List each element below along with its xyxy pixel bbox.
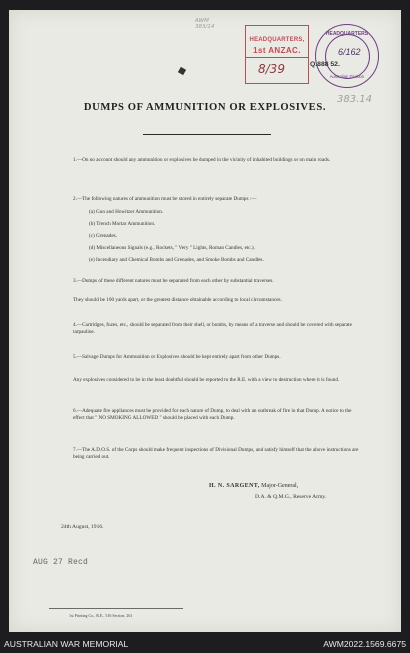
paragraph-2: 2.—The following natures of ammunition must be stored in entirely separate Dumps :— [73,196,257,202]
paragraph-3-continued: They should be 100 yards apart, or the greatest distance obtainable according to local circumstances. [73,297,282,303]
circle-stamp-bottom-text: Australian Division [329,74,365,79]
top-pencil-note: AWM 383/14 [195,18,215,30]
list-item-c: (c) Grenades. [89,233,117,239]
paragraph-4: 4.—Cartridges, fuzes, etc., should be separated from their shell, or bombs, by means of a traverse and should be covered with separate tarpauline. [73,322,352,336]
right-pencil-note: 383.14 [337,94,372,105]
paragraph-7: 7.—The A.D.O.S. of the Corps should make frequent inspections of Divisional Dumps, and satisfy himself that the above instructions are being carried out. [73,447,359,461]
hq-australian-division-stamp [315,24,379,88]
paragraph-6: 6.—Adequate fire appliances must be provided for each nature of Dump, to deal with an outbreak of fire in that Dump. A notice to the effect that " NO SMOKING ALLOWED " should be placed with each Dump. [73,408,352,422]
paragraph-5: 5.—Salvage Dumps for Ammunition or Explosives should be kept entirely apart from other Dumps. [73,354,281,360]
title-rule [143,134,271,135]
signature-rank: Major-General, [261,483,299,489]
list-item-e: (e) Incendiary and Chemical Bombs and Grenades, and Smoke Bombs and Candles. [89,257,264,263]
hq-1st-anzac-stamp [245,25,309,84]
q-reference-number: Q.888 52. [310,61,340,68]
circle-stamp-top-text: HEADQUARTERS [325,31,369,37]
paragraph-1: 1.—On no account should any ammunition or explosives be dumped in the vicinity of inhabited buildings or on main roads. [73,157,331,163]
footer-institution: AUSTRALIAN WAR MEMORIAL [4,639,129,649]
printer-imprint: 1st Printing Co., R.E., 516 Section. 261 [69,613,133,618]
document-title: DUMPS OF AMMUNITION OR EXPLOSIVES. [83,102,327,113]
stamp-handwritten-number: 8/39 [258,62,285,76]
footer-accession-number: AWM2022.1569.6675 [323,639,406,649]
stamp-divider [246,57,308,58]
archive-footer [0,634,410,653]
paragraph-5-continued: Any explosives considered to be in the least doubtful should be reported to the R.E. with a view to destruction where it is found. [73,377,340,383]
signature-role: D.A. & Q.M.G., Reserve Army. [255,494,327,500]
stamp-line-anzac: 1st ANZAC. [253,46,301,55]
stamp-line-headquarters: HEADQUARTERS, [249,37,305,43]
list-item-a: (a) Gun and Howitzer Ammunition. [89,209,164,215]
received-stamp: AUG 27 Recd [33,558,89,567]
circle-stamp-handwritten: 6/162 [338,47,361,57]
list-item-d: (d) Miscellaneous Signals (e.g., Rockets, " Very " Lights, Roman Candles, etc.). [89,245,255,251]
document-date: 24th August, 1916. [61,524,104,530]
signature-block [209,483,298,490]
signature-name: H. N. SARGENT, [209,483,260,489]
document-page [9,10,401,632]
paragraph-3: 3.—Dumps of these different natures must be separated from each other by substantial traverses. [73,278,274,284]
ink-mark [178,67,186,75]
printer-rule [49,608,183,609]
list-item-b: (b) Trench Mortar Ammunition. [89,221,156,227]
